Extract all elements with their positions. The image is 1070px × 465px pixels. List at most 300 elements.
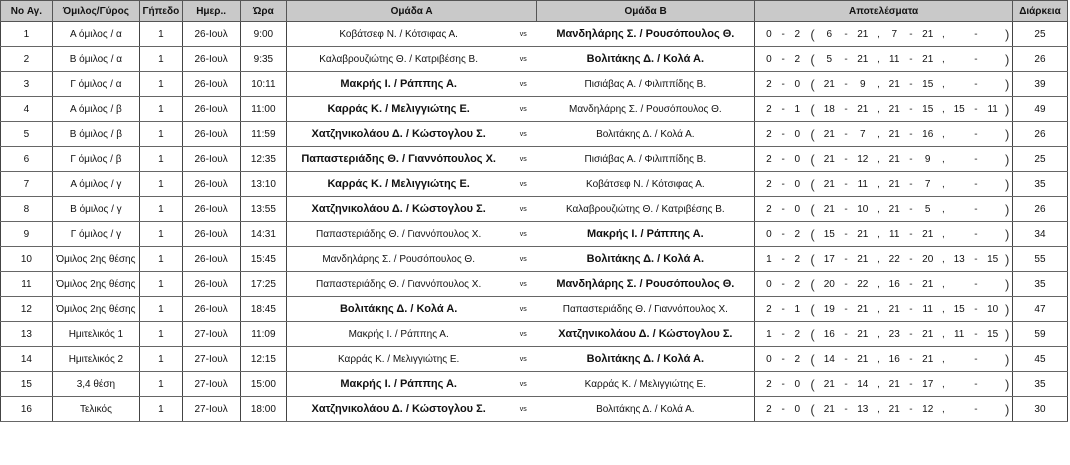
match-duration: 26 bbox=[1012, 197, 1067, 222]
set1-b: 7 bbox=[853, 122, 872, 147]
match-court: 1 bbox=[140, 397, 183, 422]
match-duration: 47 bbox=[1012, 297, 1067, 322]
vs-label: vs bbox=[510, 247, 536, 272]
open-paren: ( bbox=[805, 347, 819, 372]
open-paren: ( bbox=[805, 197, 819, 222]
set1-dash: - bbox=[839, 72, 853, 97]
match-group: Α όμιλος / β bbox=[52, 97, 139, 122]
close-paren: ) bbox=[1002, 197, 1012, 222]
match-group: 3,4 θέση bbox=[52, 372, 139, 397]
set-comma: , bbox=[872, 47, 884, 72]
set2-a: 11 bbox=[885, 47, 904, 72]
set1-b: 13 bbox=[853, 397, 872, 422]
header-team-a: Ομάδα Α bbox=[287, 1, 537, 22]
set3-a: 15 bbox=[950, 297, 969, 322]
match-court: 1 bbox=[140, 147, 183, 172]
set3-a bbox=[950, 147, 969, 172]
match-time: 11:00 bbox=[240, 97, 287, 122]
match-row bbox=[1, 397, 1068, 422]
open-paren: ( bbox=[805, 47, 819, 72]
match-court: 1 bbox=[140, 72, 183, 97]
match-row bbox=[1, 72, 1068, 97]
set2-a: 7 bbox=[885, 22, 904, 47]
set3-a bbox=[950, 197, 969, 222]
sets-dash: - bbox=[777, 322, 789, 347]
vs-label: vs bbox=[510, 47, 536, 72]
sets-a: 2 bbox=[761, 172, 777, 197]
match-number: 16 bbox=[1, 397, 53, 422]
sets-a: 2 bbox=[761, 147, 777, 172]
set3-dash: - bbox=[969, 322, 983, 347]
sets-b: 2 bbox=[789, 247, 805, 272]
set2-dash: - bbox=[904, 372, 918, 397]
open-paren: ( bbox=[805, 172, 819, 197]
set1-dash: - bbox=[839, 172, 853, 197]
set1-b: 21 bbox=[853, 222, 872, 247]
header-row bbox=[1, 1, 1068, 22]
sets-a: 2 bbox=[761, 122, 777, 147]
header-court: Γήπεδο bbox=[140, 1, 183, 22]
vs-label: vs bbox=[510, 322, 536, 347]
set2-dash: - bbox=[904, 122, 918, 147]
set3-a bbox=[950, 172, 969, 197]
set2-dash: - bbox=[904, 347, 918, 372]
match-row bbox=[1, 272, 1068, 297]
sets-a: 2 bbox=[761, 372, 777, 397]
sets-a: 2 bbox=[761, 197, 777, 222]
set1-dash: - bbox=[839, 47, 853, 72]
team-b: Χατζηνικολάου Δ. / Κώστογλου Σ. bbox=[536, 322, 754, 347]
match-duration: 35 bbox=[1012, 272, 1067, 297]
open-paren: ( bbox=[805, 372, 819, 397]
set-comma: , bbox=[937, 297, 949, 322]
set3-a bbox=[950, 222, 969, 247]
match-court: 1 bbox=[140, 372, 183, 397]
team-a: Χατζηνικολάου Δ. / Κώστογλου Σ. bbox=[287, 197, 510, 222]
vs-label: vs bbox=[510, 122, 536, 147]
open-paren: ( bbox=[805, 97, 819, 122]
open-paren: ( bbox=[805, 22, 819, 47]
header-date: Ημερ.. bbox=[182, 1, 240, 22]
match-duration: 35 bbox=[1012, 372, 1067, 397]
match-row bbox=[1, 347, 1068, 372]
set1-dash: - bbox=[839, 397, 853, 422]
sets-b: 2 bbox=[789, 272, 805, 297]
sets-dash: - bbox=[777, 297, 789, 322]
set3-dash: - bbox=[969, 247, 983, 272]
team-b: Πισιάβας Α. / Φιλιππίδης Β. bbox=[536, 147, 754, 172]
vs-label: vs bbox=[510, 147, 536, 172]
set1-b: 21 bbox=[853, 297, 872, 322]
team-b: Βολιτάκης Δ. / Κολά Α. bbox=[536, 397, 754, 422]
set3-dash: - bbox=[969, 372, 983, 397]
team-b: Μανδηλάρης Σ. / Ρουσόπουλος Θ. bbox=[536, 22, 754, 47]
match-court: 1 bbox=[140, 297, 183, 322]
match-court: 1 bbox=[140, 97, 183, 122]
match-date: 26-Ιουλ bbox=[182, 172, 240, 197]
set1-dash: - bbox=[839, 222, 853, 247]
close-paren: ) bbox=[1002, 222, 1012, 247]
match-number: 9 bbox=[1, 222, 53, 247]
set-comma: , bbox=[872, 297, 884, 322]
match-group: Β όμιλος / γ bbox=[52, 197, 139, 222]
close-paren: ) bbox=[1002, 47, 1012, 72]
sets-dash: - bbox=[777, 397, 789, 422]
set-comma: , bbox=[937, 147, 949, 172]
set1-a: 5 bbox=[820, 47, 839, 72]
match-group: Γ όμιλος / α bbox=[52, 72, 139, 97]
set1-dash: - bbox=[839, 197, 853, 222]
set2-dash: - bbox=[904, 97, 918, 122]
vs-label: vs bbox=[510, 272, 536, 297]
set1-b: 12 bbox=[853, 147, 872, 172]
set-comma: , bbox=[937, 72, 949, 97]
set3-a: 13 bbox=[950, 247, 969, 272]
match-row bbox=[1, 372, 1068, 397]
sets-b: 0 bbox=[789, 197, 805, 222]
team-a: Μακρής Ι. / Ράππης Α. bbox=[287, 72, 510, 97]
set1-b: 22 bbox=[853, 272, 872, 297]
set2-b: 11 bbox=[918, 297, 937, 322]
match-time: 9:00 bbox=[240, 22, 287, 47]
set3-dash: - bbox=[969, 47, 983, 72]
set2-a: 16 bbox=[885, 347, 904, 372]
match-duration: 39 bbox=[1012, 72, 1067, 97]
match-date: 26-Ιουλ bbox=[182, 147, 240, 172]
sets-dash: - bbox=[777, 197, 789, 222]
sets-b: 0 bbox=[789, 172, 805, 197]
team-a: Χατζηνικολάου Δ. / Κώστογλου Σ. bbox=[287, 397, 510, 422]
team-a: Παπαστεριάδης Θ. / Γιαννόπουλος Χ. bbox=[287, 272, 510, 297]
set3-dash: - bbox=[969, 297, 983, 322]
set3-a: 11 bbox=[950, 322, 969, 347]
team-b: Καλαβρουζιώτης Θ. / Κατριβέσης Β. bbox=[536, 197, 754, 222]
set-comma: , bbox=[937, 122, 949, 147]
team-a: Παπαστεριάδης Θ. / Γιαννόπουλος Χ. bbox=[287, 147, 510, 172]
set-comma: , bbox=[872, 322, 884, 347]
set1-dash: - bbox=[839, 147, 853, 172]
match-duration: 45 bbox=[1012, 347, 1067, 372]
match-duration: 55 bbox=[1012, 247, 1067, 272]
match-date: 26-Ιουλ bbox=[182, 297, 240, 322]
set1-a: 17 bbox=[820, 247, 839, 272]
match-row bbox=[1, 197, 1068, 222]
set3-dash: - bbox=[969, 147, 983, 172]
set-comma: , bbox=[937, 322, 949, 347]
set2-a: 21 bbox=[885, 372, 904, 397]
set3-b bbox=[983, 172, 1002, 197]
set-comma: , bbox=[937, 222, 949, 247]
match-row bbox=[1, 97, 1068, 122]
match-row bbox=[1, 297, 1068, 322]
team-b: Βολιτάκης Δ. / Κολά Α. bbox=[536, 122, 754, 147]
set3-a bbox=[950, 122, 969, 147]
close-paren: ) bbox=[1002, 297, 1012, 322]
match-duration: 35 bbox=[1012, 172, 1067, 197]
set3-a: 15 bbox=[950, 97, 969, 122]
match-number: 14 bbox=[1, 347, 53, 372]
close-paren: ) bbox=[1002, 247, 1012, 272]
set2-dash: - bbox=[904, 47, 918, 72]
sets-b: 2 bbox=[789, 222, 805, 247]
match-duration: 34 bbox=[1012, 222, 1067, 247]
set2-a: 22 bbox=[885, 247, 904, 272]
close-paren: ) bbox=[1002, 397, 1012, 422]
set3-b bbox=[983, 122, 1002, 147]
match-court: 1 bbox=[140, 247, 183, 272]
set3-b bbox=[983, 372, 1002, 397]
set2-b: 21 bbox=[918, 222, 937, 247]
set-comma: , bbox=[872, 172, 884, 197]
set3-a bbox=[950, 272, 969, 297]
sets-a: 0 bbox=[761, 47, 777, 72]
match-time: 13:10 bbox=[240, 172, 287, 197]
set-comma: , bbox=[872, 222, 884, 247]
match-time: 18:00 bbox=[240, 397, 287, 422]
match-row bbox=[1, 322, 1068, 347]
match-duration: 49 bbox=[1012, 97, 1067, 122]
match-number: 11 bbox=[1, 272, 53, 297]
team-a: Παπαστεριάδης Θ. / Γιαννόπουλος Χ. bbox=[287, 222, 510, 247]
set1-a: 21 bbox=[820, 147, 839, 172]
match-date: 26-Ιουλ bbox=[182, 22, 240, 47]
match-duration: 26 bbox=[1012, 47, 1067, 72]
set3-a bbox=[950, 397, 969, 422]
set3-dash: - bbox=[969, 122, 983, 147]
set-comma: , bbox=[872, 197, 884, 222]
set1-dash: - bbox=[839, 297, 853, 322]
vs-label: vs bbox=[510, 97, 536, 122]
set3-a bbox=[950, 372, 969, 397]
set2-a: 21 bbox=[885, 97, 904, 122]
match-time: 18:45 bbox=[240, 297, 287, 322]
vs-label: vs bbox=[510, 347, 536, 372]
match-group: Ημιτελικός 2 bbox=[52, 347, 139, 372]
match-date: 26-Ιουλ bbox=[182, 247, 240, 272]
sets-dash: - bbox=[777, 147, 789, 172]
set-comma: , bbox=[937, 272, 949, 297]
match-time: 15:00 bbox=[240, 372, 287, 397]
match-row bbox=[1, 47, 1068, 72]
set2-dash: - bbox=[904, 222, 918, 247]
team-a: Μακρής Ι. / Ράππης Α. bbox=[287, 322, 510, 347]
sets-a: 0 bbox=[761, 22, 777, 47]
set2-b: 21 bbox=[918, 272, 937, 297]
set3-b: 15 bbox=[983, 322, 1002, 347]
set-comma: , bbox=[937, 47, 949, 72]
sets-a: 2 bbox=[761, 297, 777, 322]
vs-label: vs bbox=[510, 222, 536, 247]
set-comma: , bbox=[872, 372, 884, 397]
sets-dash: - bbox=[777, 122, 789, 147]
open-paren: ( bbox=[805, 397, 819, 422]
set1-b: 21 bbox=[853, 97, 872, 122]
match-date: 26-Ιουλ bbox=[182, 272, 240, 297]
sets-dash: - bbox=[777, 47, 789, 72]
set3-dash: - bbox=[969, 97, 983, 122]
sets-dash: - bbox=[777, 172, 789, 197]
set1-a: 15 bbox=[820, 222, 839, 247]
set3-dash: - bbox=[969, 397, 983, 422]
set3-b bbox=[983, 72, 1002, 97]
set2-b: 17 bbox=[918, 372, 937, 397]
set3-dash: - bbox=[969, 72, 983, 97]
match-row bbox=[1, 22, 1068, 47]
set3-b bbox=[983, 22, 1002, 47]
open-paren: ( bbox=[805, 322, 819, 347]
set1-b: 10 bbox=[853, 197, 872, 222]
match-date: 26-Ιουλ bbox=[182, 122, 240, 147]
set2-a: 11 bbox=[885, 222, 904, 247]
open-paren: ( bbox=[805, 72, 819, 97]
match-time: 15:45 bbox=[240, 247, 287, 272]
set3-b bbox=[983, 397, 1002, 422]
match-row bbox=[1, 172, 1068, 197]
sets-dash: - bbox=[777, 272, 789, 297]
set2-dash: - bbox=[904, 397, 918, 422]
set2-b: 15 bbox=[918, 72, 937, 97]
sets-b: 2 bbox=[789, 47, 805, 72]
vs-label: vs bbox=[510, 172, 536, 197]
vs-label: vs bbox=[510, 372, 536, 397]
team-b: Βολιτάκης Δ. / Κολά Α. bbox=[536, 347, 754, 372]
set3-b bbox=[983, 347, 1002, 372]
sets-b: 1 bbox=[789, 97, 805, 122]
set1-a: 14 bbox=[820, 347, 839, 372]
set1-a: 18 bbox=[820, 97, 839, 122]
set-comma: , bbox=[872, 347, 884, 372]
header-team-b: Ομάδα Β bbox=[536, 1, 754, 22]
match-court: 1 bbox=[140, 47, 183, 72]
sets-a: 2 bbox=[761, 397, 777, 422]
team-a: Χατζηνικολάου Δ. / Κώστογλου Σ. bbox=[287, 122, 510, 147]
header-time: Ώρα bbox=[240, 1, 287, 22]
vs-label: vs bbox=[510, 297, 536, 322]
set2-b: 16 bbox=[918, 122, 937, 147]
vs-label: vs bbox=[510, 22, 536, 47]
team-a: Βολιτάκης Δ. / Κολά Α. bbox=[287, 297, 510, 322]
set1-b: 21 bbox=[853, 322, 872, 347]
team-b: Βολιτάκης Δ. / Κολά Α. bbox=[536, 247, 754, 272]
sets-b: 2 bbox=[789, 347, 805, 372]
set-comma: , bbox=[937, 97, 949, 122]
set3-dash: - bbox=[969, 222, 983, 247]
sets-dash: - bbox=[777, 222, 789, 247]
set3-b bbox=[983, 47, 1002, 72]
team-a: Καρράς Κ. / Μελιγγιώτης Ε. bbox=[287, 172, 510, 197]
set3-dash: - bbox=[969, 197, 983, 222]
match-number: 12 bbox=[1, 297, 53, 322]
match-time: 9:35 bbox=[240, 47, 287, 72]
set1-a: 21 bbox=[820, 72, 839, 97]
header-results: Αποτελέσματα bbox=[755, 1, 1013, 22]
open-paren: ( bbox=[805, 297, 819, 322]
sets-b: 0 bbox=[789, 72, 805, 97]
match-row bbox=[1, 222, 1068, 247]
team-b: Πισιάβας Α. / Φιλιππίδης Β. bbox=[536, 72, 754, 97]
set-comma: , bbox=[872, 397, 884, 422]
set1-dash: - bbox=[839, 272, 853, 297]
team-b: Μακρής Ι. / Ράππης Α. bbox=[536, 222, 754, 247]
match-time: 11:59 bbox=[240, 122, 287, 147]
set3-a bbox=[950, 72, 969, 97]
match-date: 26-Ιουλ bbox=[182, 72, 240, 97]
set2-a: 16 bbox=[885, 272, 904, 297]
close-paren: ) bbox=[1002, 322, 1012, 347]
sets-a: 1 bbox=[761, 322, 777, 347]
set2-b: 21 bbox=[918, 22, 937, 47]
match-duration: 30 bbox=[1012, 397, 1067, 422]
sets-a: 1 bbox=[761, 247, 777, 272]
match-court: 1 bbox=[140, 22, 183, 47]
team-a: Μακρής Ι. / Ράππης Α. bbox=[287, 372, 510, 397]
open-paren: ( bbox=[805, 272, 819, 297]
set1-a: 19 bbox=[820, 297, 839, 322]
open-paren: ( bbox=[805, 222, 819, 247]
set-comma: , bbox=[937, 197, 949, 222]
vs-label: vs bbox=[510, 72, 536, 97]
set1-b: 14 bbox=[853, 372, 872, 397]
match-number: 10 bbox=[1, 247, 53, 272]
set2-b: 20 bbox=[918, 247, 937, 272]
team-b: Βολιτάκης Δ. / Κολά Α. bbox=[536, 47, 754, 72]
team-b: Καρράς Κ. / Μελιγγιώτης Ε. bbox=[536, 372, 754, 397]
set1-b: 11 bbox=[853, 172, 872, 197]
set-comma: , bbox=[937, 372, 949, 397]
sets-dash: - bbox=[777, 347, 789, 372]
vs-label: vs bbox=[510, 397, 536, 422]
match-time: 12:35 bbox=[240, 147, 287, 172]
match-duration: 26 bbox=[1012, 122, 1067, 147]
match-date: 26-Ιουλ bbox=[182, 47, 240, 72]
match-group: Τελικός bbox=[52, 397, 139, 422]
close-paren: ) bbox=[1002, 72, 1012, 97]
set2-dash: - bbox=[904, 297, 918, 322]
sets-a: 0 bbox=[761, 222, 777, 247]
match-court: 1 bbox=[140, 347, 183, 372]
open-paren: ( bbox=[805, 247, 819, 272]
set2-b: 21 bbox=[918, 322, 937, 347]
match-date: 27-Ιουλ bbox=[182, 322, 240, 347]
set1-a: 21 bbox=[820, 372, 839, 397]
match-duration: 59 bbox=[1012, 322, 1067, 347]
match-date: 27-Ιουλ bbox=[182, 347, 240, 372]
sets-b: 0 bbox=[789, 122, 805, 147]
match-time: 10:11 bbox=[240, 72, 287, 97]
match-date: 26-Ιουλ bbox=[182, 197, 240, 222]
match-time: 12:15 bbox=[240, 347, 287, 372]
set2-dash: - bbox=[904, 172, 918, 197]
sets-dash: - bbox=[777, 247, 789, 272]
match-number: 6 bbox=[1, 147, 53, 172]
set2-dash: - bbox=[904, 22, 918, 47]
sets-a: 2 bbox=[761, 97, 777, 122]
set1-a: 20 bbox=[820, 272, 839, 297]
match-court: 1 bbox=[140, 322, 183, 347]
match-row bbox=[1, 247, 1068, 272]
set2-a: 21 bbox=[885, 147, 904, 172]
close-paren: ) bbox=[1002, 122, 1012, 147]
match-group: Β όμιλος / β bbox=[52, 122, 139, 147]
set2-a: 21 bbox=[885, 397, 904, 422]
sets-b: 2 bbox=[789, 322, 805, 347]
match-row bbox=[1, 147, 1068, 172]
set2-a: 21 bbox=[885, 122, 904, 147]
set2-b: 12 bbox=[918, 397, 937, 422]
set2-a: 21 bbox=[885, 297, 904, 322]
set-comma: , bbox=[937, 172, 949, 197]
team-a: Μανδηλάρης Σ. / Ρουσόπουλος Θ. bbox=[287, 247, 510, 272]
